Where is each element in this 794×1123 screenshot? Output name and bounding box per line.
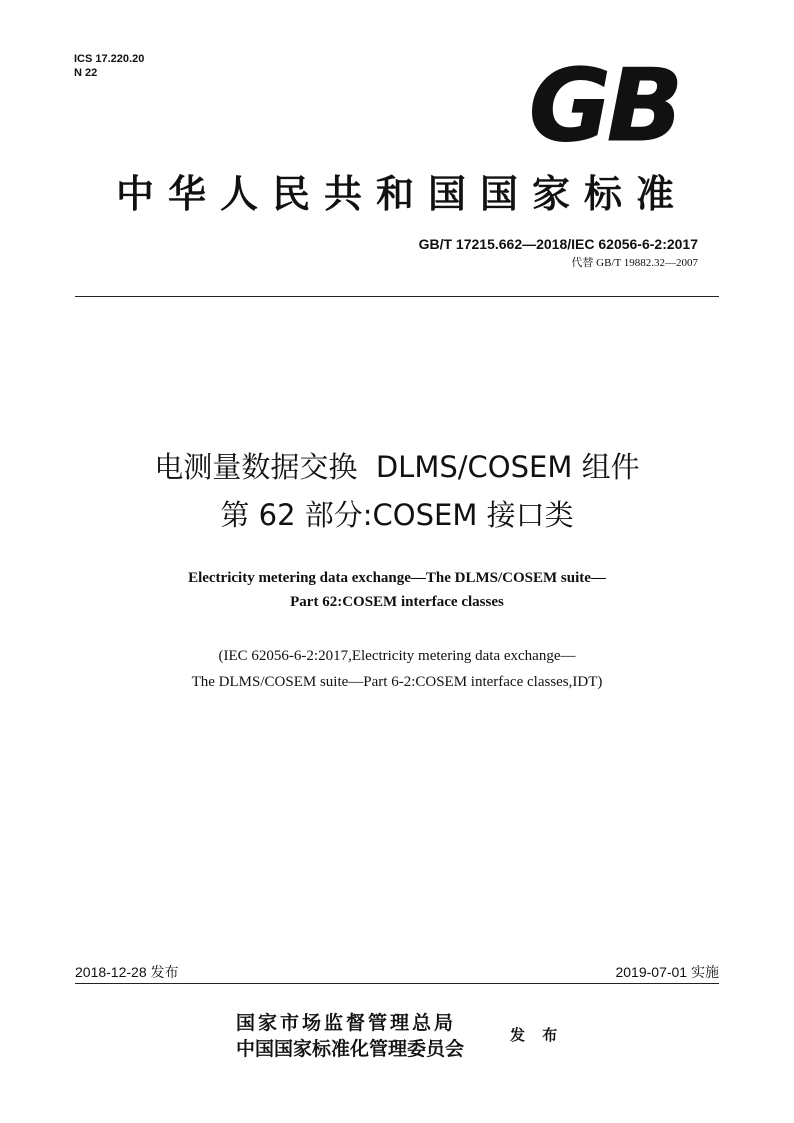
implementation-date: 2019-07-01 实施 [615,964,719,980]
national-standard-title: 中华人民共和国国家标准 [115,171,688,216]
iec-reference [0,643,794,695]
standard-number: GB/T 17215.662—2018/IEC 62056-6-2:2017 [418,236,698,252]
bottom-divider [75,983,719,984]
title-en [0,566,794,614]
ccs-code: N 22 [74,67,98,79]
issue-label: 发 布 [510,1026,564,1044]
gb-logo [520,58,682,146]
title-zh-line2: 第 62 部分:COSEM 接口类 [220,498,574,532]
classification-codes [74,52,144,80]
title-en-line1: Electricity metering data exchange—The DLMS/COSEM suite— [188,570,606,586]
replaces-standard: 代替 GB/T 19882.32—2007 [571,257,698,269]
issue-date: 2018-12-28 发布 [75,964,179,980]
iec-reference-line1: (IEC 62056-6-2:2017,Electricity metering data exchange— [218,648,576,664]
title-en-line2: Part 62:COSEM interface classes [290,594,504,610]
issuer-sac: 中国国家标准化管理委员会 [236,1038,465,1060]
iec-reference-line2: The DLMS/COSEM suite—Part 6-2:COSEM interface classes,IDT) [191,674,603,690]
title-zh-line1: 电测量数据交换 DLMS/COSEM 组件 [154,450,640,484]
ics-code: ICS 17.220.20 [74,53,145,65]
logo-text: GB [528,58,680,146]
issuer-samr: 国家市场监督管理总局 [236,1012,457,1034]
issuing-authorities [236,1010,464,1062]
top-divider [75,296,719,297]
